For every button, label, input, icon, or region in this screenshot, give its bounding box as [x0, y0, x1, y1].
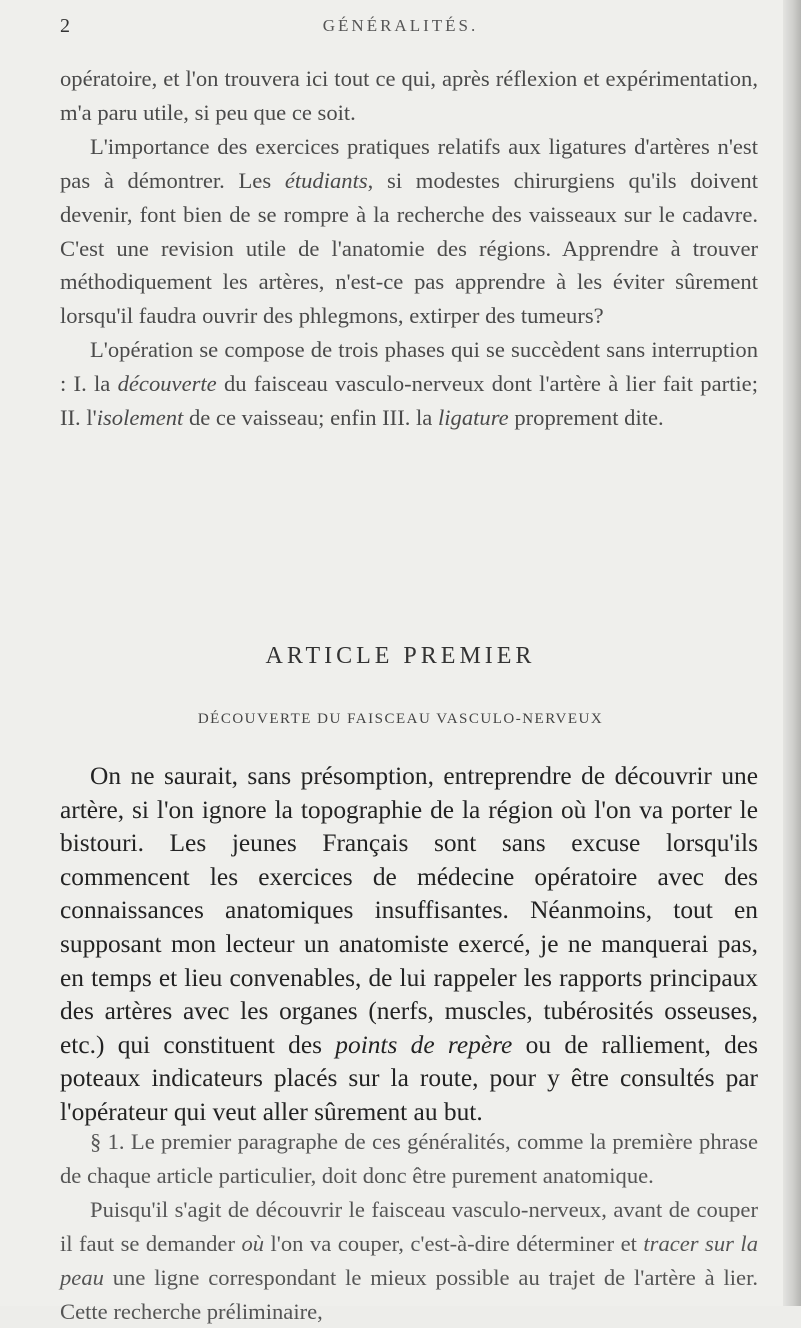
text-run: du faisceau vasculo-nerveux dont l'artère à lier fait partie; II. l'	[60, 371, 758, 431]
emphasis-decouverte: découverte	[117, 371, 217, 397]
running-head	[0, 10, 801, 42]
text-run: de ce vaisseau; enfin III. la	[183, 405, 438, 431]
article-body	[60, 760, 758, 1130]
running-title: GÉNÉRALITÉS.	[322, 16, 479, 35]
text-run: Puisqu'il s'agit de découvrir le faisceau vasculo-nerveux, avant de couper il faut se demander	[60, 1196, 758, 1256]
text-run: ou de ralliement, des poteaux indicateurs placés sur la route, pour y être consultés par l'opérateur qui veut aller sûrement au but.	[60, 1030, 758, 1126]
text-run: L'opération se compose de trois phases qui se succèdent sans interruption : I. la	[60, 337, 758, 397]
section-paragraph-2	[60, 1193, 758, 1328]
section-text	[60, 1125, 758, 1328]
intro-paragraph-3	[60, 333, 758, 435]
emphasis-points-de-repere: points de repère	[335, 1030, 513, 1059]
emphasis-ou: où	[241, 1230, 265, 1256]
intro-paragraph-1: opératoire, et l'on trouvera ici tout ce qui, après réflexion et expérimentation, m'a paru utile, si peu que ce soit.	[60, 66, 758, 125]
body-paragraph-1	[60, 760, 758, 1130]
text-run: L'importance des exercices pratiques relatifs aux ligatures d'artères n'est pas à démontrer. Les	[60, 133, 758, 193]
emphasis-ligature: ligature	[437, 405, 509, 431]
section-paragraph-1: § 1. Le premier paragraphe de ces généralités, comme la première phrase de chaque article particulier, doit donc être purement anatomique.	[60, 1129, 758, 1188]
page-edge-shadow	[783, 0, 801, 1306]
text-run: l'on va couper, c'est-à-dire déterminer et	[264, 1230, 644, 1256]
intro-paragraph-2	[60, 130, 758, 333]
intro-text	[60, 62, 758, 435]
emphasis-tracer-sur-la-peau: tracer sur la peau	[60, 1230, 758, 1290]
article-subheading: DÉCOUVERTE DU FAISCEAU VASCULO-NERVEUX	[197, 711, 604, 727]
emphasis-etudiants: étudiants	[284, 167, 368, 193]
text-run: une ligne correspondant le mieux possible au trajet de l'artère à lier. Cette recherche préliminaire,	[60, 1264, 758, 1324]
text-run: proprement dite.	[508, 405, 664, 431]
text-run: , si modestes chirurgiens qu'ils doivent devenir, font bien de se rompre à la recherche des vaisseaux sur le cadavre. C'est une revision utile de l'anatomie des régions. Apprendre à trouver méthodiquement les artères, n'est-ce pas apprendre à les éviter sûrement lorsqu'il faudra ouvrir des phlegmons, extirper des tumeurs?	[60, 167, 759, 329]
emphasis-isolement: isolement	[96, 405, 184, 431]
page-number: 2	[60, 15, 70, 37]
article-heading: ARTICLE PREMIER	[265, 643, 536, 669]
text-run: On ne saurait, sans présomption, entreprendre de découvrir une artère, si l'on ignore la topographie de la région où l'on va porter le bistouri. Les jeunes Français sont sans excuse lorsqu'ils commencent les exercices de médecine opératoire avec des connaissances anatomiques insuffisantes. Néanmoins, tout en supposant mon lecteur un anatomiste exercé, je ne manquerai pas, en temps et lieu convenables, de lui rappeler les rapports principaux des artères avec les organes (nerfs, muscles, tubérosités osseuses, etc.) qui constituent des	[60, 762, 758, 1059]
